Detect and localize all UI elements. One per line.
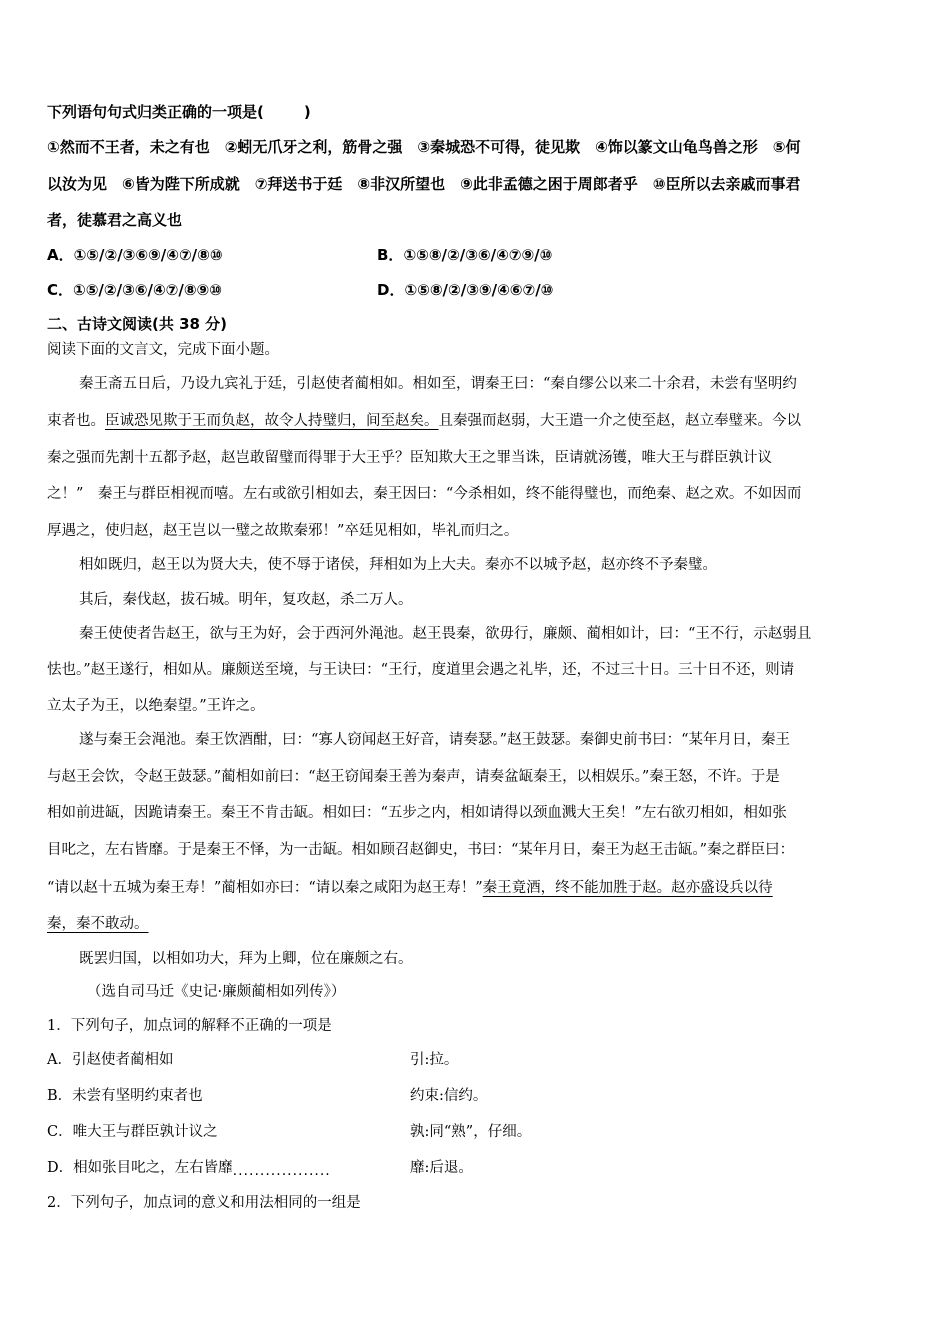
section-instruction: 阅读下面的文言文，完成下面小题。 <box>47 342 279 358</box>
passage-line: 相如前进缻，因跪请秦王。秦王不肯击缻。相如曰：“五步之内，相如请得以颈血溅大王矣！”左右欲刃相如，相如张 <box>47 805 787 821</box>
passage-line: 束者也。臣诚恐见欺于王而负赵，故令人持璧归，间至赵矣。且秦强而赵弱，大王遣一介之使至赵，赵立奉璧来。今以 <box>47 413 801 429</box>
option-b: B．①⑤⑧/②/③⑥/④⑦⑨/⑩ <box>377 246 553 264</box>
passage-line: 与赵王会饮，令赵王鼓瑟。”蔺相如前曰：“赵王窃闻秦王善为秦声，请奏盆缻秦王，以相娱乐。”秦王怒，不许。于是 <box>47 769 780 785</box>
passage-line: 其后，秦伐赵，拔石城。明年，复攻赵，杀二万人。 <box>79 592 413 608</box>
passage-line: 厚遇之，使归赵，赵王岂以一璧之故欺秦邪！”卒廷见相如，毕礼而归之。 <box>47 523 519 539</box>
section-title: 二、古诗文阅读(共 38 分) <box>47 315 228 333</box>
question-1-option-c: C．唯大王与群臣孰计议之 孰:同“熟”，仔细。 <box>47 1124 532 1140</box>
passage-line <box>47 912 149 933</box>
option-a: A．①⑤/②/③⑥⑨/④⑦/⑧⑩ <box>47 246 223 264</box>
emphasis-dots: .................. <box>232 1163 331 1179</box>
passage-line: 之！” 秦王与群臣相视而嘻。左右或欲引相如去，秦王因曰：“今杀相如，终不能得璧也，而绝秦、赵之欢。不如因而 <box>47 486 802 502</box>
question-sentences-line: 以汝为见 ⑥皆为陛下所成就 ⑦拜送书于廷 ⑧非汉所望也 ⑨此非孟德之困于周郎者乎 ⑩臣所以去亲戚而事君 <box>47 175 801 193</box>
underlined-sentence: 臣诚恐见欺于王而负赵，故令人持璧归，间至赵矣。 <box>105 413 439 429</box>
question-2-stem: 2．下列句子，加点词的意义和用法相同的一组是 <box>47 1195 361 1211</box>
question-prompt <box>47 101 311 122</box>
option-d: D．①⑤⑧/②/③⑨/④⑥⑦/⑩ <box>377 281 554 299</box>
passage-line: 既罢归国，以相如功大，拜为上卿，位在廉颇之右。 <box>79 951 413 967</box>
passage-line: 秦王使使者告赵王，欲与王为好，会于西河外渑池。赵王畏秦，欲毋行，廉颇、蔺相如计，曰：“王不行，示赵弱且 <box>79 626 812 642</box>
passage-line: 相如既归，赵王以为贤大夫，使不辱于诸侯，拜相如为上大夫。秦亦不以城予赵，赵亦终不予秦璧。 <box>79 557 717 573</box>
option-c: C．①⑤/②/③⑥/④⑦/⑧⑨⑩ <box>47 281 222 299</box>
passage-line: 目叱之，左右皆靡。于是秦王不怿，为一击缻。相如顾召赵御史，书曰：“某年月日，秦王为赵王击缻。”秦之群臣曰： <box>47 842 795 858</box>
question-1-stem: 1．下列句子，加点词的解释不正确的一项是 <box>47 1018 332 1034</box>
underlined-sentence: 秦，秦不敢动。 <box>47 916 149 932</box>
passage-line: 遂与秦王会渑池。秦王饮酒酣，曰：“寡人窃闻赵王好音，请奏瑟。”赵王鼓瑟。秦御史前书曰：“某年月日，秦王 <box>79 732 790 748</box>
passage-line: “请以赵十五城为秦王寿！”蔺相如亦曰：“请以秦之咸阳为赵王寿！”秦王竟酒，终不能加胜于赵。赵亦盛设兵以待 <box>47 880 773 896</box>
option-row <box>47 244 907 264</box>
passage-line: 立太子为王，以绝秦望。”王许之。 <box>47 698 265 714</box>
question-1-option-d: D．相如张目叱之，左右皆靡.................. 靡:后退。 <box>47 1160 473 1179</box>
passage-line: 秦王斋五日后，乃设九宾礼于廷，引赵使者蔺相如。相如至，谓秦王曰：“秦自缪公以来二十余君，未尝有坚明约 <box>79 376 797 392</box>
question-1-option-b: B．未尝有坚明约束者也 约束:信约。 <box>47 1088 488 1104</box>
option-row <box>47 279 907 299</box>
underlined-sentence: 秦王竟酒，终不能加胜于赵。赵亦盛设兵以待 <box>482 880 773 896</box>
question-prompt-end: ) <box>303 103 311 121</box>
passage-line: 怯也。”赵王遂行，相如从。廉颇送至境，与王诀曰：“王行，度道里会遇之礼毕，还，不过三十日。三十日不还，则请 <box>47 662 795 678</box>
question-sentences-line: ①然而不王者，未之有也 ②蚓无爪牙之利，筋骨之强 ③秦城恐不可得，徒见欺 ④饰以篆文山龟鸟兽之形 ⑤何 <box>47 138 801 156</box>
passage-line: 秦之强而先割十五都予赵，赵岂敢留璧而得罪于大王乎？臣知欺大王之罪当诛，臣请就汤镬，唯大王与群臣孰计议 <box>47 450 772 466</box>
passage-source: （选自司马迁《史记·廉颇蔺相如列传》） <box>87 984 346 1000</box>
question-prompt-text: 下列语句句式归类正确的一项是( <box>47 103 264 121</box>
question-sentences-line: 者，徒慕君之高义也 <box>47 211 183 229</box>
question-1-option-a: A．引赵使者蔺相如 引:拉。 <box>47 1052 459 1068</box>
